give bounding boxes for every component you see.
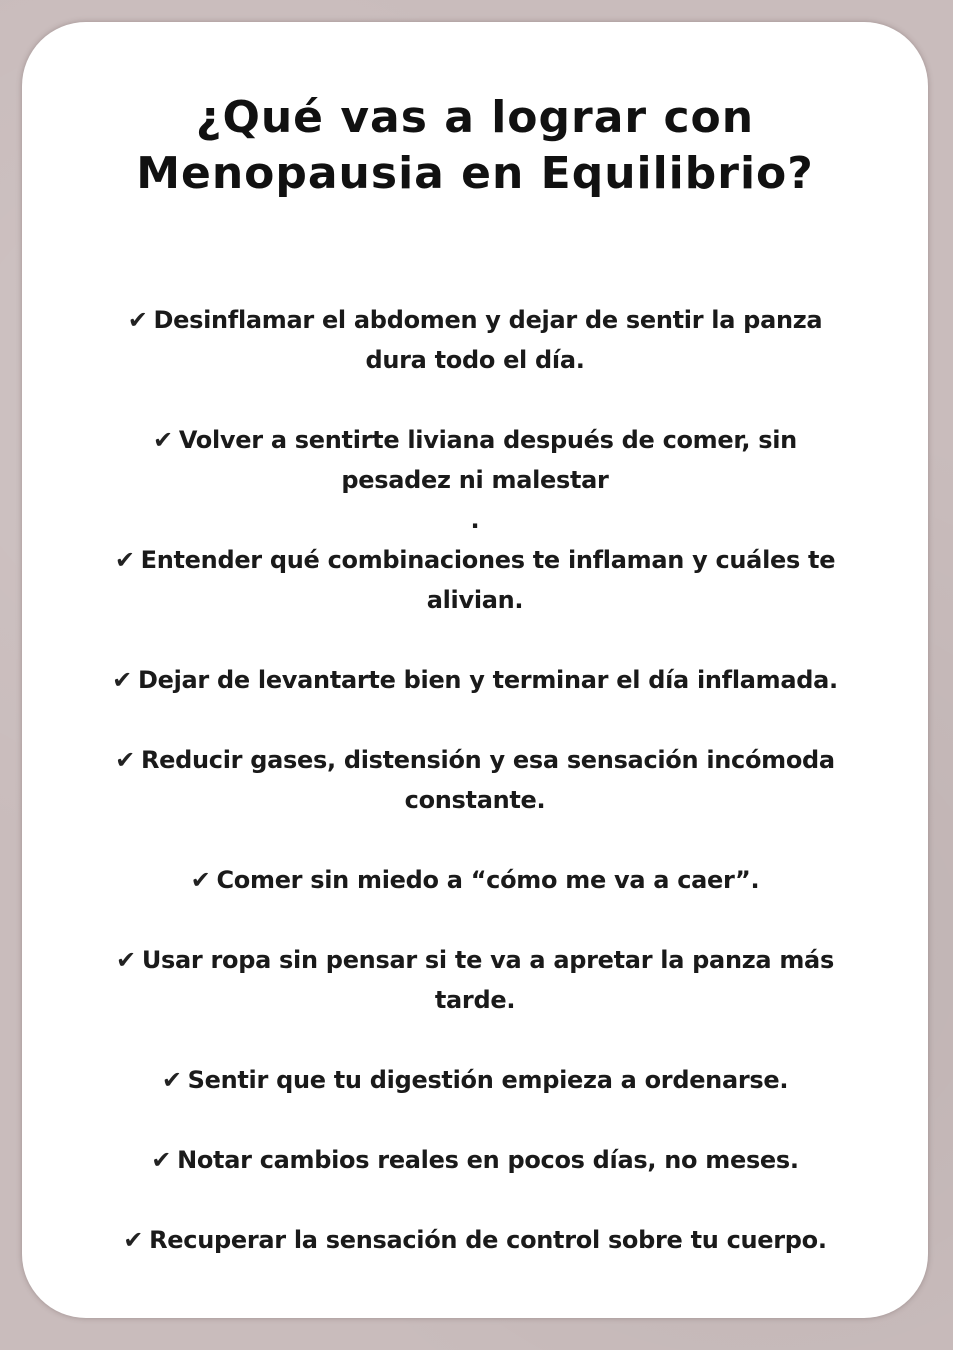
stray-period: . bbox=[470, 506, 480, 534]
benefit-text: Comer sin miedo a “cómo me va a caer”. bbox=[216, 866, 760, 894]
checkmark-icon: ✔ bbox=[123, 1226, 144, 1254]
checkmark-icon: ✔ bbox=[127, 306, 148, 334]
benefits-list bbox=[52, 300, 898, 1260]
benefit-item bbox=[52, 1140, 898, 1180]
benefit-item bbox=[52, 540, 898, 620]
title-line-2: Menopausia en Equilibrio? bbox=[136, 148, 814, 199]
benefit-text: Desinflamar el abdomen y dejar de sentir la panza bbox=[153, 306, 823, 334]
benefit-text-continued: constante. bbox=[404, 786, 546, 814]
checkmark-icon: ✔ bbox=[153, 426, 173, 454]
benefit-item bbox=[52, 420, 898, 500]
benefit-text: Entender qué combinaciones te inflaman y cuáles te bbox=[140, 546, 836, 574]
checkmark-icon: ✔ bbox=[112, 666, 132, 694]
benefit-text: Notar cambios reales en pocos días, no meses. bbox=[177, 1146, 799, 1174]
benefit-text: Reducir gases, distensión y esa sensación incómoda bbox=[140, 746, 835, 774]
benefit-item bbox=[52, 1060, 898, 1100]
checkmark-icon: ✔ bbox=[114, 546, 135, 574]
page-title bbox=[22, 90, 928, 202]
benefit-item bbox=[52, 740, 898, 820]
checkmark-icon: ✔ bbox=[151, 1146, 172, 1174]
benefit-text: Dejar de levantarte bien y terminar el día inflamada. bbox=[137, 666, 838, 694]
benefit-text-continued: tarde. bbox=[434, 986, 516, 1014]
benefit-item bbox=[52, 940, 898, 1020]
benefit-text-continued: alivian. bbox=[426, 586, 524, 614]
benefit-item bbox=[52, 860, 898, 900]
content-card bbox=[22, 22, 928, 1318]
benefit-text: Usar ropa sin pensar si te va a apretar la panza más bbox=[141, 946, 834, 974]
benefit-text: Volver a sentirte liviana después de comer, sin bbox=[178, 426, 797, 454]
benefit-text: Recuperar la sensación de control sobre tu cuerpo. bbox=[149, 1226, 827, 1254]
checkmark-icon: ✔ bbox=[190, 866, 211, 894]
benefit-item bbox=[52, 1220, 898, 1260]
checkmark-icon: ✔ bbox=[116, 946, 136, 974]
benefit-item bbox=[52, 660, 898, 700]
checkmark-icon: ✔ bbox=[161, 1066, 182, 1094]
checkmark-icon: ✔ bbox=[115, 746, 135, 774]
benefit-text: Sentir que tu digestión empieza a ordenarse. bbox=[187, 1066, 789, 1094]
benefit-item bbox=[52, 300, 898, 380]
title-line-1: ¿Qué vas a lograr con bbox=[195, 92, 755, 143]
benefit-text-continued: dura todo el día. bbox=[365, 346, 585, 374]
benefit-text-continued: pesadez ni malestar bbox=[341, 466, 609, 494]
